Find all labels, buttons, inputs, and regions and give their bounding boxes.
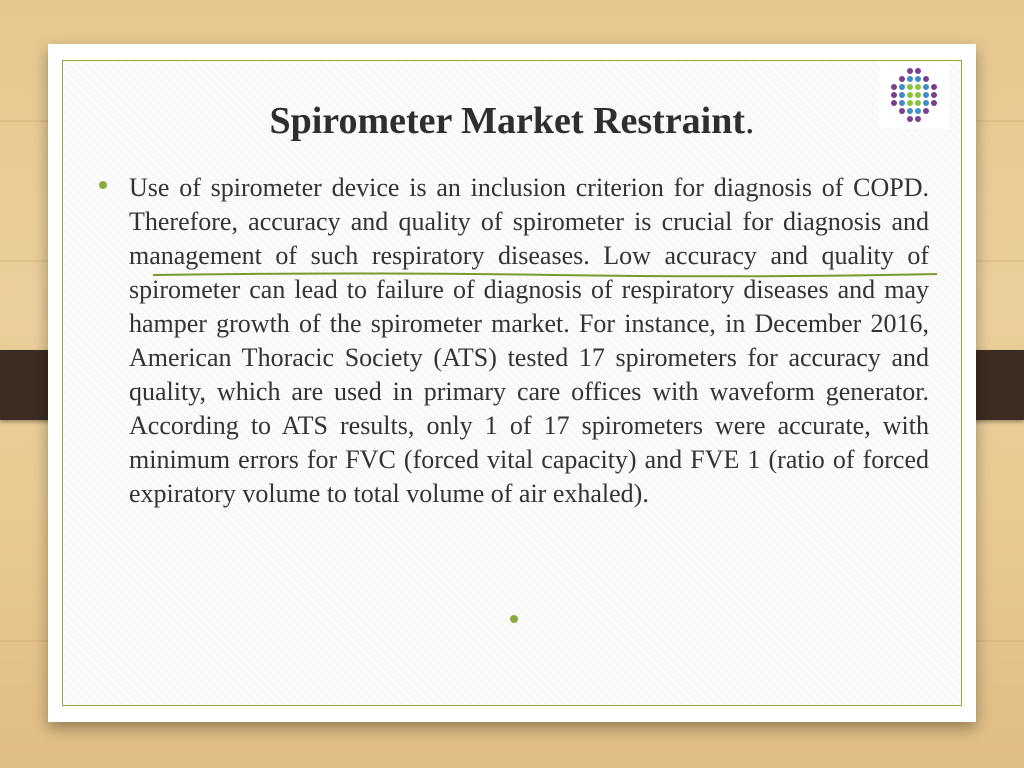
- logo-dot: [923, 92, 929, 98]
- logo-dot: [907, 68, 913, 74]
- logo-dot: [899, 108, 905, 114]
- page-title: [63, 99, 961, 143]
- logo-dot: [899, 76, 905, 82]
- dot-diamond-logo-icon: [879, 63, 949, 129]
- slide-frame: [62, 60, 962, 706]
- logo-dot: [915, 92, 921, 98]
- logo-dot: [923, 76, 929, 82]
- logo-dot: [907, 84, 913, 90]
- company-logo: [879, 63, 949, 129]
- logo-dot: [899, 84, 905, 90]
- logo-dot: [915, 76, 921, 82]
- logo-dot: [891, 100, 897, 106]
- logo-dot: [899, 92, 905, 98]
- slide-paper: [48, 44, 976, 722]
- logo-dot: [915, 68, 921, 74]
- logo-dot: [931, 92, 937, 98]
- logo-dot: [907, 100, 913, 106]
- bullet-dot: [99, 181, 107, 189]
- logo-dot: [907, 116, 913, 122]
- logo-dot: [907, 76, 913, 82]
- empty-bullet-dot: [510, 615, 518, 623]
- logo-dot: [907, 108, 913, 114]
- logo-dot: [915, 84, 921, 90]
- logo-dot: [907, 92, 913, 98]
- bullet-list: [129, 171, 929, 511]
- bullet-paragraph: Use of spirometer device is an inclusion criterion for diagnosis of COPD. Therefore, accuracy and quality of spirometer is crucial for diagnosis and management of such respiratory diseases. Low accuracy and quality of spirometer can lead to failure of diagnosis of respiratory diseases and may hamper growth of the spirometer market. For instance, in December 2016, American Thoracic Society (ATS) tested 17 spirometers for accuracy and quality, which are used in primary care offices with waveform generator. According to ATS results, only 1 of 17 spirometers were accurate, with minimum errors for FVC (forced vital capacity) and FVE 1 (ratio of forced expiratory volume to total volume of air exhaled).: [129, 173, 929, 508]
- logo-dot: [891, 92, 897, 98]
- logo-dot: [923, 108, 929, 114]
- logo-dot: [891, 84, 897, 90]
- logo-dot: [931, 84, 937, 90]
- logo-dot: [915, 108, 921, 114]
- pen-underline: [153, 269, 937, 279]
- title-text: Spirometer Market Restraint: [269, 100, 746, 142]
- logo-dot: [915, 116, 921, 122]
- logo-dot: [899, 100, 905, 106]
- logo-dot: [923, 100, 929, 106]
- logo-dot: [923, 84, 929, 90]
- logo-dot: [931, 100, 937, 106]
- logo-dot: [915, 100, 921, 106]
- title-suffix: .: [745, 100, 755, 142]
